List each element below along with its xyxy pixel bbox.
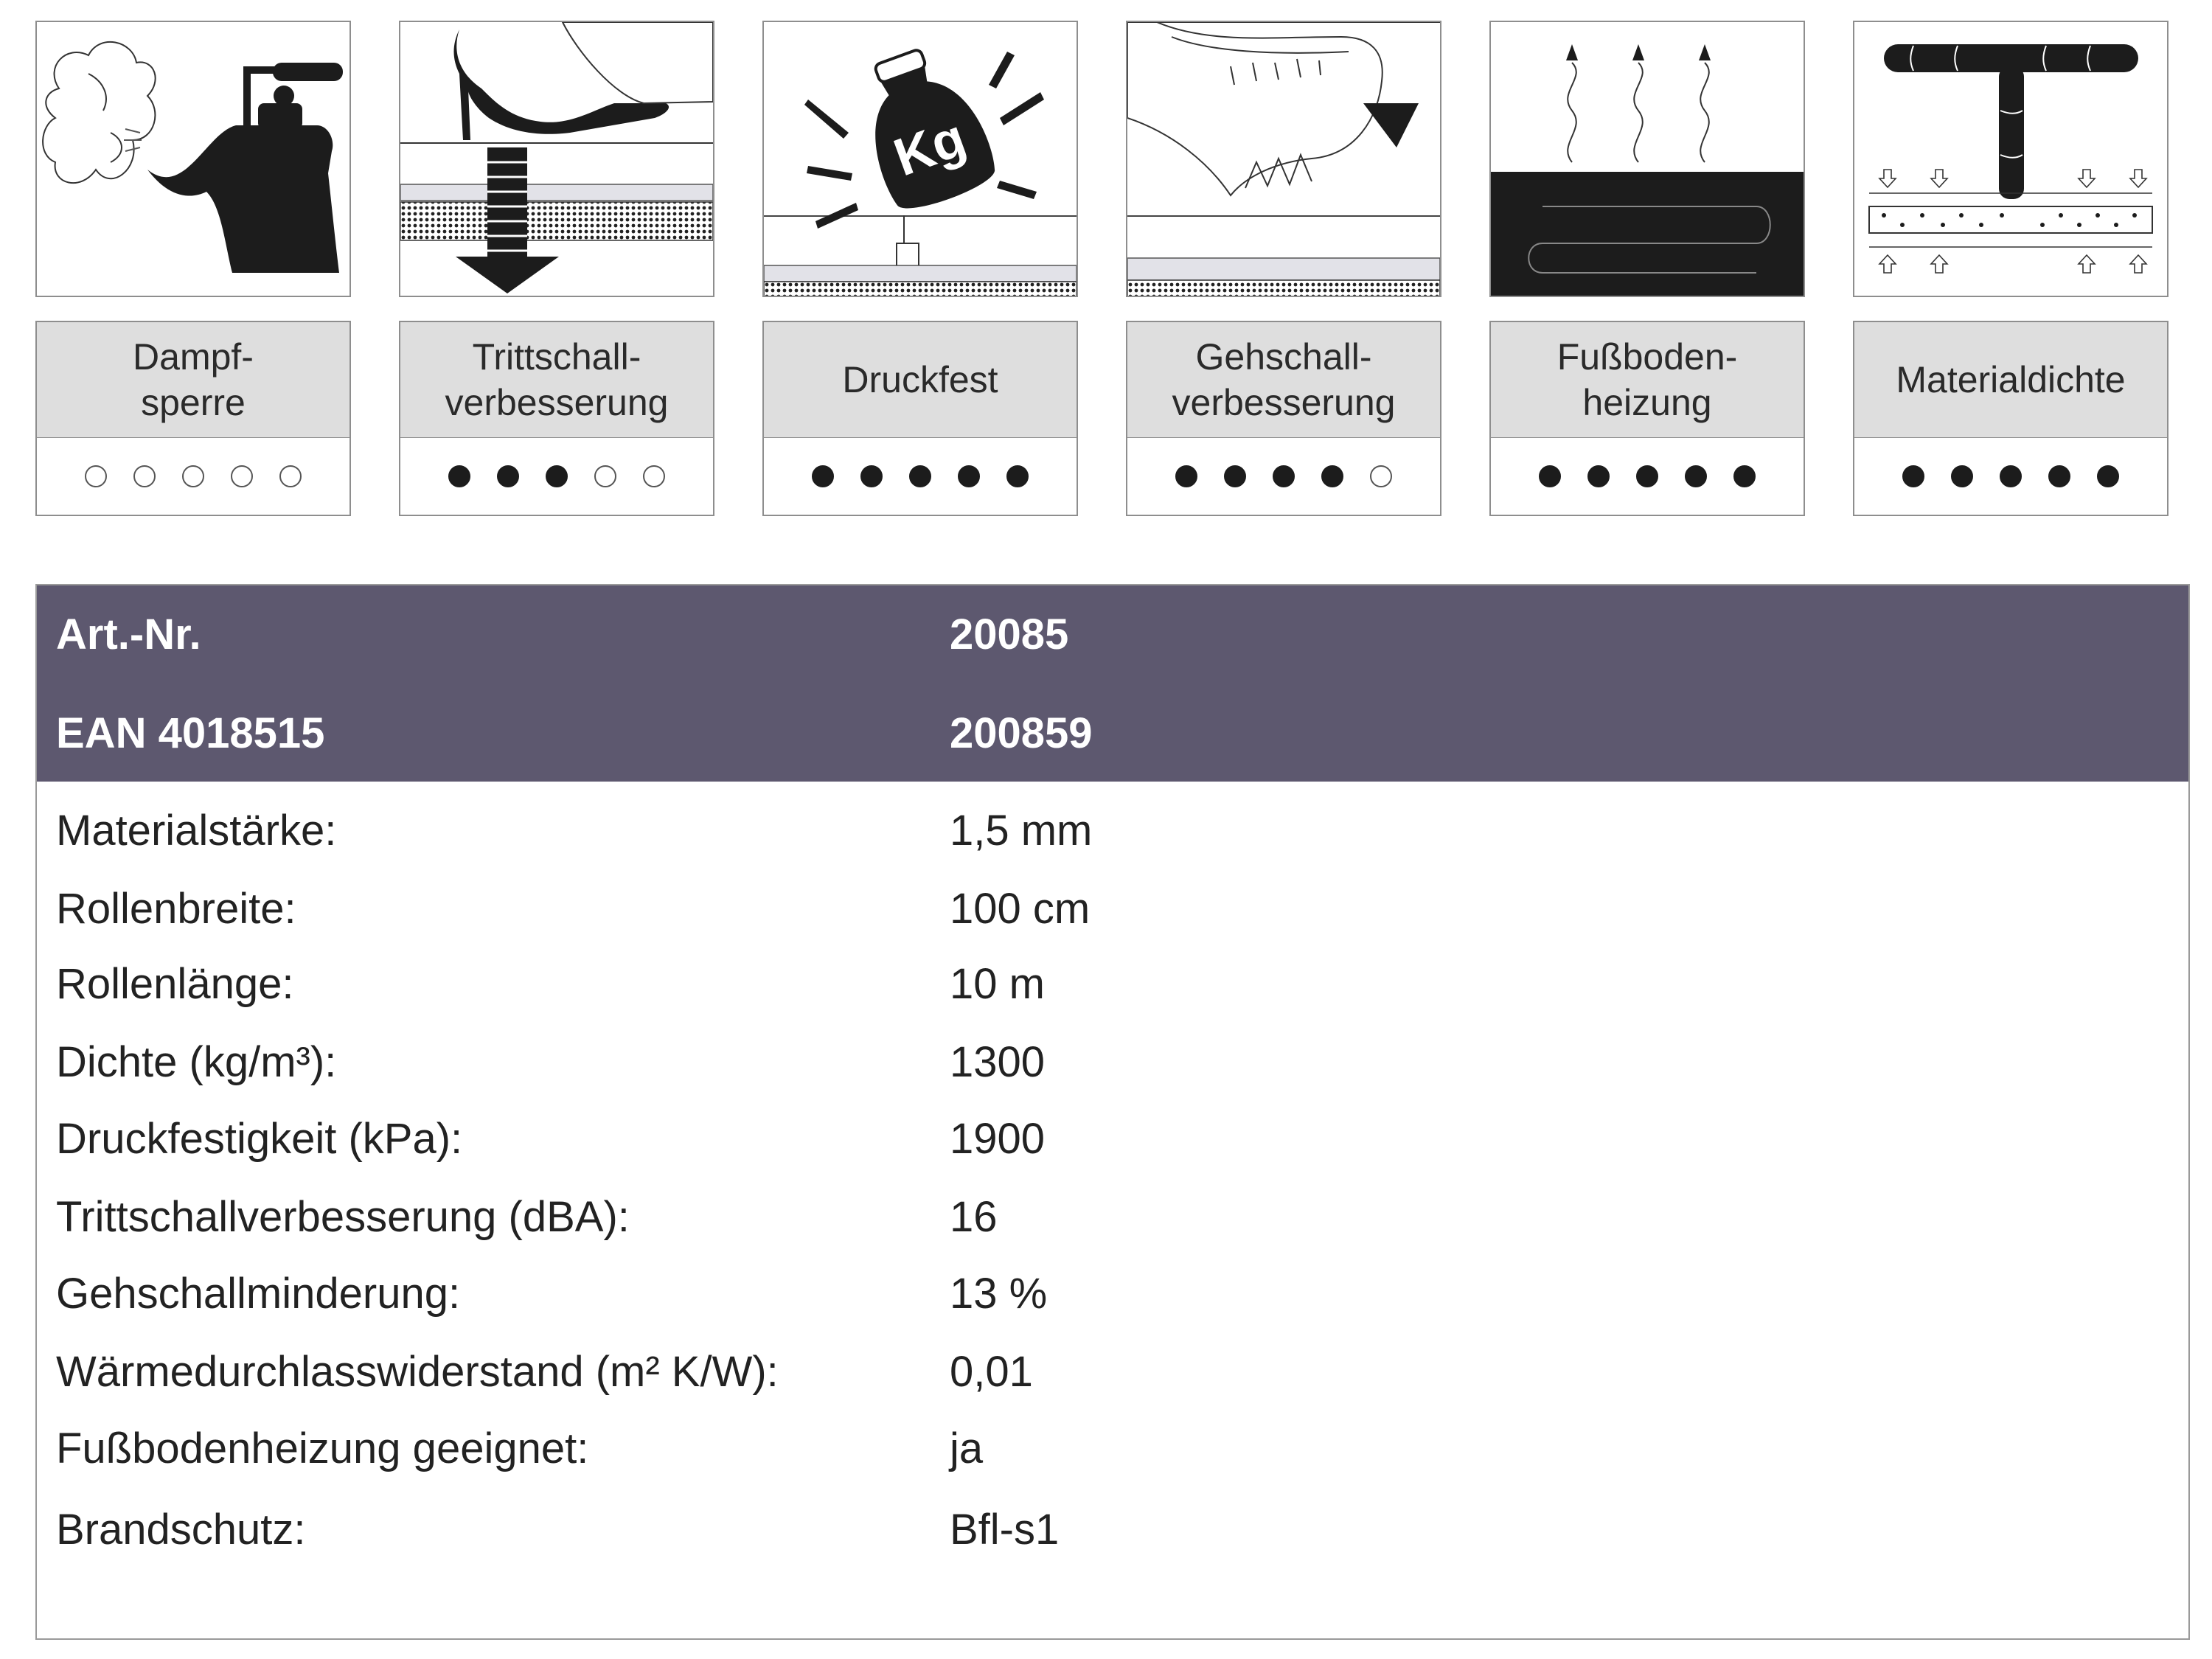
spec-value: 1900 — [950, 1115, 1046, 1163]
spec-label: Brandschutz: — [56, 1506, 306, 1554]
rating-dot-empty — [643, 465, 665, 487]
ean-label: EAN 4018515 — [56, 709, 325, 757]
spec-value: 1300 — [950, 1038, 1046, 1086]
rating-dot-filled — [546, 465, 568, 487]
feature-icons-row — [0, 0, 2212, 524]
rating-dot-filled — [1733, 465, 1756, 487]
spec-row — [56, 1346, 2169, 1398]
feature-materialdichte — [1853, 21, 2168, 516]
spec-label: Druckfestigkeit (kPa): — [56, 1115, 463, 1163]
art-nr-row — [56, 609, 2169, 661]
feature-label: Fußboden- heizung — [1489, 321, 1805, 438]
shoe-sole-sound-icon — [1126, 21, 1441, 297]
spec-value: 100 cm — [950, 885, 1091, 933]
rating-dot-filled — [1587, 465, 1610, 487]
spec-table — [35, 584, 2190, 1640]
rating-dot-filled — [1685, 465, 1707, 487]
rating-dot-filled — [448, 465, 470, 487]
rating-dot-filled — [1636, 465, 1658, 487]
spec-label: Fußbodenheizung geeignet: — [56, 1425, 589, 1472]
ean-row — [56, 708, 2169, 759]
rating-dots — [35, 438, 351, 516]
weight-kg-icon — [762, 21, 1078, 297]
rating-dot-empty — [231, 465, 253, 487]
spec-header — [37, 585, 2188, 782]
rating-dot-empty — [594, 465, 616, 487]
rating-dot-filled — [1951, 465, 1973, 487]
rating-dots — [1853, 438, 2168, 516]
spec-row — [56, 1504, 2169, 1556]
steam-kettle-icon — [35, 21, 351, 297]
spec-label: Materialstärke: — [56, 807, 337, 855]
material-density-icon — [1853, 21, 2168, 297]
rating-dot-empty — [133, 465, 156, 487]
floor-heating-icon — [1489, 21, 1805, 297]
spec-label: Trittschallverbesserung (dBA): — [56, 1193, 630, 1241]
spec-value: 13 % — [950, 1270, 1048, 1318]
rating-dot-filled — [2000, 465, 2022, 487]
rating-dot-filled — [1273, 465, 1295, 487]
art-nr-label: Art.-Nr. — [56, 611, 201, 658]
rating-dot-filled — [497, 465, 519, 487]
rating-dot-empty — [1370, 465, 1392, 487]
rating-dot-empty — [279, 465, 302, 487]
rating-dot-filled — [1321, 465, 1343, 487]
rating-dot-filled — [1224, 465, 1246, 487]
feature-gehschall — [1126, 21, 1441, 516]
spec-row — [56, 1192, 2169, 1243]
high-heel-impact-icon — [399, 21, 714, 297]
spec-value: ja — [950, 1425, 984, 1472]
rating-dots — [1489, 438, 1805, 516]
feature-fussbodenheizung — [1489, 21, 1805, 516]
rating-dot-filled — [812, 465, 834, 487]
spec-row — [56, 1423, 2169, 1475]
feature-label: Dampf- sperre — [35, 321, 351, 438]
spec-label: Rollenlänge: — [56, 960, 294, 1008]
spec-value: Bfl-s1 — [950, 1506, 1060, 1554]
spec-value: 10 m — [950, 960, 1045, 1008]
icon-kg-text: Kg — [886, 108, 974, 188]
spec-label: Rollenbreite: — [56, 885, 296, 933]
rating-dot-filled — [1539, 465, 1561, 487]
spec-row — [56, 883, 2169, 935]
rating-dot-filled — [909, 465, 931, 487]
spec-label: Gehschallminderung: — [56, 1270, 461, 1318]
spec-value: 16 — [950, 1193, 998, 1241]
rating-dot-filled — [1175, 465, 1197, 487]
rating-dot-filled — [860, 465, 883, 487]
spec-value: 0,01 — [950, 1348, 1033, 1396]
feature-trittschall — [399, 21, 714, 516]
spec-value: 1,5 mm — [950, 807, 1093, 855]
rating-dot-empty — [85, 465, 107, 487]
feature-dampfsperre — [35, 21, 351, 516]
feature-druckfest — [762, 21, 1078, 516]
rating-dot-filled — [1902, 465, 1924, 487]
rating-dots — [762, 438, 1078, 516]
rating-dot-filled — [2097, 465, 2119, 487]
feature-label: Gehschall- verbesserung — [1126, 321, 1441, 438]
art-nr-value: 20085 — [950, 611, 1069, 658]
spec-label: Wärmedurchlasswiderstand (m² K/W): — [56, 1348, 779, 1396]
spec-row — [56, 1113, 2169, 1165]
feature-label: Trittschall- verbesserung — [399, 321, 714, 438]
feature-label: Materialdichte — [1853, 321, 2168, 438]
spec-row — [56, 1268, 2169, 1320]
rating-dot-empty — [182, 465, 204, 487]
rating-dot-filled — [2048, 465, 2070, 487]
rating-dots — [399, 438, 714, 516]
ean-value: 200859 — [950, 709, 1093, 757]
rating-dot-filled — [958, 465, 980, 487]
rating-dot-filled — [1006, 465, 1029, 487]
spec-row — [56, 805, 2169, 857]
spec-row — [56, 959, 2169, 1010]
spec-row — [56, 1037, 2169, 1088]
rating-dots — [1126, 438, 1441, 516]
feature-label: Druckfest — [762, 321, 1078, 438]
spec-label: Dichte (kg/m³): — [56, 1038, 337, 1086]
